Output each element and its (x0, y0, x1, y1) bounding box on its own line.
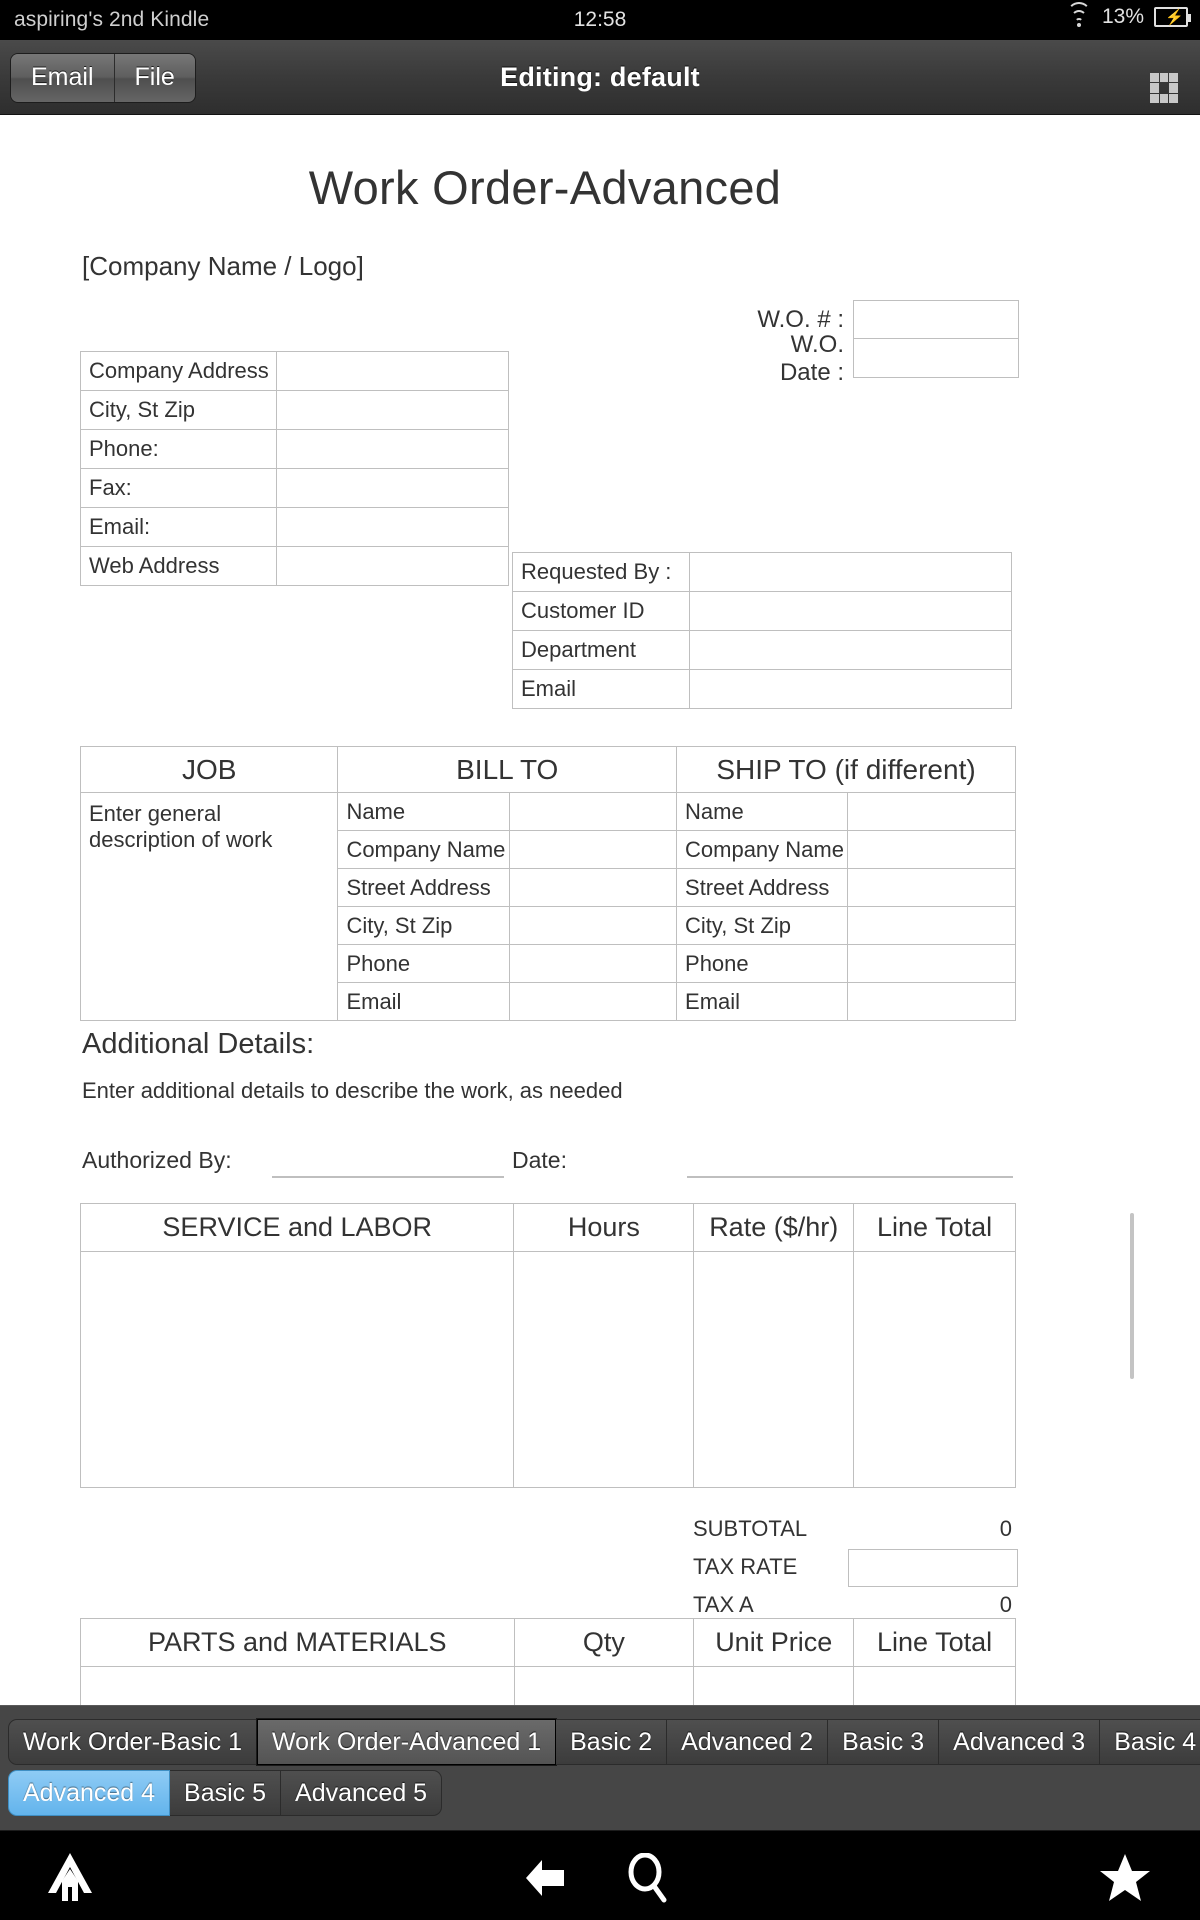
wo-date-input[interactable] (853, 339, 1019, 378)
home-icon[interactable] (40, 1851, 100, 1903)
tab-basic-5[interactable]: Basic 5 (170, 1770, 281, 1816)
wo-number-label: W.O. # : (757, 305, 844, 333)
service-labor-header: SERVICE and LABOR (81, 1204, 514, 1252)
ship-to-name-label: Name (677, 793, 848, 831)
ship-to-street-input[interactable] (848, 869, 1016, 907)
wo-date-row (745, 330, 1019, 386)
tab-basic-4[interactable]: Basic 4 (1100, 1719, 1200, 1765)
subtotal-label: SUBTOTAL (693, 1516, 808, 1541)
tax-rate-label: TAX RATE (693, 1554, 798, 1579)
additional-details-title: Additional Details: (82, 1028, 315, 1060)
bill-to-name-input[interactable] (509, 793, 676, 831)
tab-work-order-advanced-1[interactable]: Work Order-Advanced 1 (257, 1719, 556, 1765)
service-labor-table (80, 1203, 1016, 1488)
ship-to-city-input[interactable] (848, 907, 1016, 945)
table-row (513, 553, 1012, 592)
ship-to-city-label: City, St Zip (677, 907, 848, 945)
app-bar (0, 40, 1200, 115)
table-row (81, 508, 509, 547)
bill-to-email-input[interactable] (509, 983, 676, 1021)
parts-materials-header: PARTS and MATERIALS (81, 1619, 515, 1667)
requester-table (512, 552, 1012, 709)
authorized-by-input[interactable] (272, 1176, 504, 1178)
status-bar-right-cluster (1066, 5, 1188, 29)
bill-to-name-label: Name (338, 793, 509, 831)
ship-to-header: SHIP TO (if different) (677, 747, 1016, 793)
star-icon[interactable] (1098, 1853, 1152, 1903)
sheet-tab-strip (0, 1705, 1200, 1830)
bill-to-header: BILL TO (338, 747, 677, 793)
ship-to-phone-input[interactable] (848, 945, 1016, 983)
qty-cell[interactable] (514, 1667, 694, 1706)
company-contact-table (80, 351, 509, 586)
requester-email-label: Email (513, 670, 690, 709)
work-order-fields (745, 300, 1019, 386)
requester-email-input[interactable] (690, 670, 1012, 709)
table-row (81, 1667, 1016, 1706)
hours-cell[interactable] (514, 1252, 694, 1488)
tab-advanced-5[interactable]: Advanced 5 (281, 1770, 442, 1816)
table-header-row (81, 1204, 1016, 1252)
requested-by-input[interactable] (690, 553, 1012, 592)
tax-a-value: 0 (999, 1592, 1012, 1617)
unit-price-cell[interactable] (694, 1667, 854, 1706)
authorized-by-label: Authorized By: (82, 1147, 232, 1173)
tax-rate-input[interactable] (848, 1549, 1018, 1587)
parts-line-total-cell[interactable] (854, 1667, 1016, 1706)
date-label: Date: (512, 1147, 567, 1173)
job-header: JOB (81, 747, 338, 793)
ship-to-email-label: Email (677, 983, 848, 1021)
tab-work-order-basic-1[interactable]: Work Order-Basic 1 (8, 1719, 257, 1765)
parts-materials-table (80, 1618, 1016, 1705)
unit-price-header: Unit Price (694, 1619, 854, 1667)
bill-to-city-label: City, St Zip (338, 907, 509, 945)
company-email-label: Email: (81, 508, 277, 547)
bill-to-city-input[interactable] (509, 907, 676, 945)
authorization-row (82, 1141, 1012, 1181)
company-address-label: Company Address (81, 352, 277, 391)
ship-to-street-label: Street Address (677, 869, 848, 907)
bill-to-street-input[interactable] (509, 869, 676, 907)
battery-percent-label: 13% (1101, 5, 1144, 28)
tab-advanced-3[interactable]: Advanced 3 (939, 1719, 1100, 1765)
bill-to-phone-label: Phone (338, 945, 509, 983)
service-line-total-header: Line Total (854, 1204, 1016, 1252)
app-bar-title: Editing: default (500, 62, 700, 92)
rate-cell[interactable] (694, 1252, 854, 1488)
device-owner-label: aspiring's 2nd Kindle (14, 8, 210, 31)
date-input[interactable] (687, 1176, 1013, 1178)
service-labor-cell[interactable] (81, 1252, 514, 1488)
table-header-row (81, 1619, 1016, 1667)
company-fax-input[interactable] (277, 469, 509, 508)
ship-to-name-input[interactable] (848, 793, 1016, 831)
wo-number-input[interactable] (853, 300, 1019, 339)
sheet-tab-row-2 (8, 1770, 442, 1816)
table-row (81, 1252, 1016, 1488)
bill-to-street-label: Street Address (338, 869, 509, 907)
file-button[interactable]: File (115, 54, 195, 102)
bill-to-phone-input[interactable] (509, 945, 676, 983)
additional-details-input[interactable]: Enter additional details to describe the work, as needed (82, 1078, 623, 1103)
customer-id-input[interactable] (690, 592, 1012, 631)
wifi-icon (1066, 6, 1092, 28)
table-row (81, 391, 509, 430)
service-line-total-cell[interactable] (854, 1252, 1016, 1488)
tab-basic-2[interactable]: Basic 2 (556, 1719, 667, 1765)
fullscreen-expand-icon[interactable] (1150, 73, 1178, 103)
email-button[interactable]: Email (11, 54, 115, 102)
company-email-input[interactable] (277, 508, 509, 547)
subtotal-row (693, 1511, 1018, 1549)
company-phone-input[interactable] (277, 430, 509, 469)
company-web-label: Web Address (81, 547, 277, 586)
job-description-input[interactable]: Enter general description of work (81, 793, 338, 1021)
tab-advanced-2[interactable]: Advanced 2 (667, 1719, 828, 1765)
sheet-tab-row-1 (8, 1719, 1200, 1765)
hours-header: Hours (514, 1204, 694, 1252)
company-fax-label: Fax: (81, 469, 277, 508)
search-icon[interactable] (625, 1853, 671, 1903)
ship-to-email-input[interactable] (848, 983, 1016, 1021)
tab-advanced-4[interactable]: Advanced 4 (8, 1770, 170, 1816)
company-phone-label: Phone: (81, 430, 277, 469)
table-row (513, 592, 1012, 631)
page-title: Work Order-Advanced (308, 161, 782, 214)
tax-a-label: TAX A (693, 1592, 754, 1617)
table-row (81, 793, 1016, 831)
wo-date-label: W.O. Date : (779, 330, 844, 386)
ship-to-company-input[interactable] (848, 831, 1016, 869)
bill-to-email-label: Email (338, 983, 509, 1021)
subtotal-value: 0 (999, 1516, 1012, 1541)
system-nav-bar (0, 1830, 1200, 1920)
clock-label: 12:58 (573, 8, 627, 31)
tax-rate-row (693, 1549, 1018, 1587)
rate-header: Rate ($/hr) (694, 1204, 854, 1252)
table-row (81, 469, 509, 508)
ship-to-company-label: Company Name (677, 831, 848, 869)
table-row (81, 547, 509, 586)
tab-basic-3[interactable]: Basic 3 (828, 1719, 939, 1765)
document-canvas[interactable] (0, 115, 1200, 1705)
table-row (81, 430, 509, 469)
status-bar (0, 0, 1200, 40)
table-header-row (81, 747, 1016, 793)
company-web-input[interactable] (277, 547, 509, 586)
back-arrow-icon[interactable] (524, 1857, 570, 1899)
job-bill-ship-table (80, 746, 1016, 1021)
bill-to-company-label: Company Name (338, 831, 509, 869)
vertical-scrollbar[interactable] (1130, 1213, 1134, 1379)
company-address-input[interactable] (277, 352, 509, 391)
customer-id-label: Customer ID (513, 592, 690, 631)
table-row (81, 352, 509, 391)
table-row (513, 631, 1012, 670)
ship-to-phone-label: Phone (677, 945, 848, 983)
parts-line-total-header: Line Total (854, 1619, 1016, 1667)
department-input[interactable] (690, 631, 1012, 670)
requested-by-label: Requested By : (513, 553, 690, 592)
department-label: Department (513, 631, 690, 670)
company-city-label: City, St Zip (81, 391, 277, 430)
qty-header: Qty (514, 1619, 694, 1667)
parts-materials-cell[interactable] (81, 1667, 515, 1706)
table-row (513, 670, 1012, 709)
battery-charging-icon: ⚡ (1154, 7, 1188, 27)
service-totals (693, 1511, 1018, 1625)
bill-to-company-input[interactable] (509, 831, 676, 869)
company-city-input[interactable] (277, 391, 509, 430)
company-logo-placeholder[interactable]: [Company Name / Logo] (82, 251, 364, 281)
